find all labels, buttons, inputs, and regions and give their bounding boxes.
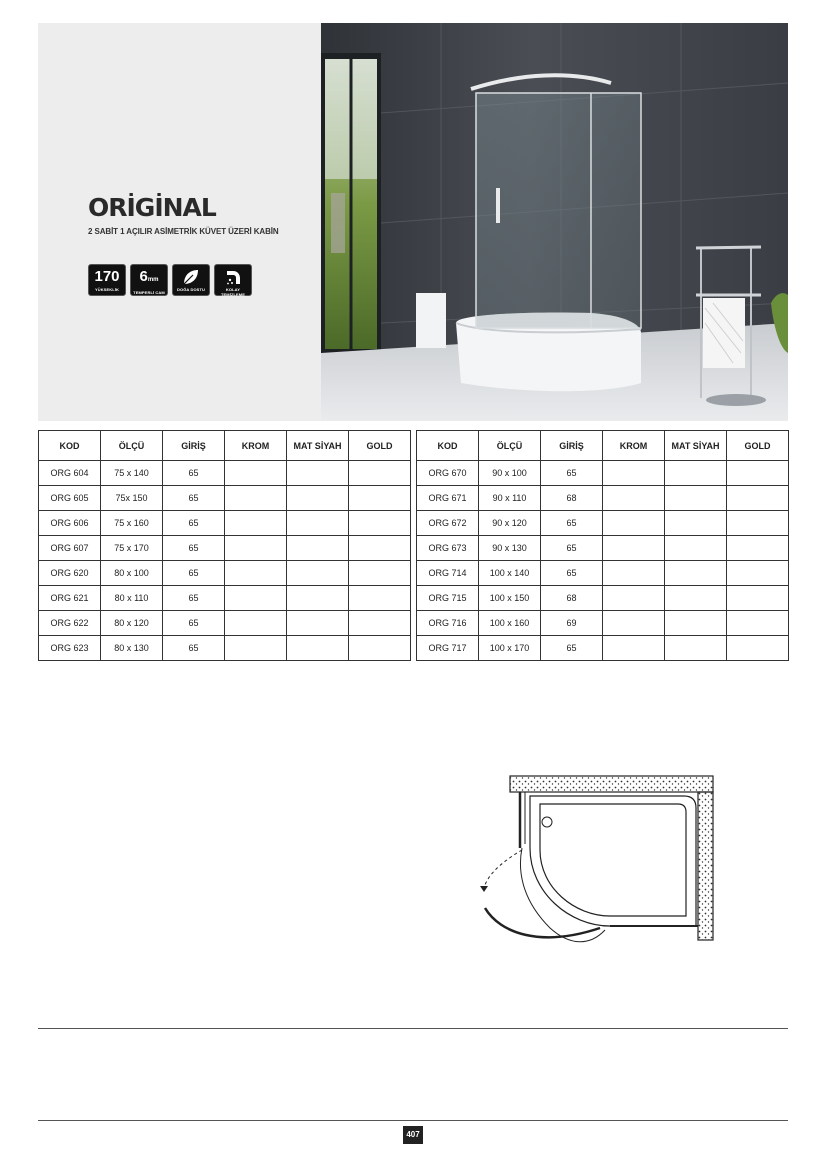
cell-krom (225, 636, 287, 661)
table-row (417, 536, 789, 561)
cell-kod: ORG 605 (39, 486, 101, 511)
cell-olcu: 90 x 110 (479, 486, 541, 511)
cell-olcu: 80 x 110 (101, 586, 163, 611)
table-row (417, 636, 789, 661)
cell-olcu: 90 x 130 (479, 536, 541, 561)
badge-eco (172, 264, 210, 296)
badge-height-label: YÜKSEKLİK (94, 287, 119, 292)
cell-mat-siyah (287, 536, 349, 561)
cell-krom (225, 586, 287, 611)
table-header-row (39, 431, 411, 461)
cell-gold (349, 561, 411, 586)
cell-gold (727, 561, 789, 586)
table-row (417, 511, 789, 536)
table-row (39, 486, 411, 511)
cell-krom (225, 486, 287, 511)
cell-kod: ORG 673 (417, 536, 479, 561)
badge-glass-number: 6 (139, 268, 148, 285)
cell-kod: ORG 622 (39, 611, 101, 636)
product-subtitle: 2 SABİT 1 AÇILIR ASİMETRİK KÜVET ÜZERİ KABİN (88, 227, 279, 236)
cell-mat-siyah (665, 511, 727, 536)
badge-glass (130, 264, 168, 296)
cell-mat-siyah (665, 611, 727, 636)
header-kod: KOD (39, 431, 101, 461)
divider-line (38, 1028, 788, 1029)
cell-krom (603, 486, 665, 511)
cell-krom (603, 611, 665, 636)
cell-olcu: 80 x 100 (101, 561, 163, 586)
cell-kod: ORG 672 (417, 511, 479, 536)
cell-olcu: 80 x 130 (101, 636, 163, 661)
cell-olcu: 80 x 120 (101, 611, 163, 636)
cell-gold (727, 536, 789, 561)
cell-giris: 65 (163, 461, 225, 486)
cell-kod: ORG 607 (39, 536, 101, 561)
cell-gold (727, 636, 789, 661)
floor-plan-diagram (470, 768, 720, 958)
cell-kod: ORG 620 (39, 561, 101, 586)
table-row (417, 586, 789, 611)
cell-giris: 65 (163, 511, 225, 536)
table-row (417, 486, 789, 511)
cell-olcu: 100 x 150 (479, 586, 541, 611)
eco-leaf-icon (181, 268, 201, 287)
cell-gold (727, 511, 789, 536)
cell-giris: 65 (541, 536, 603, 561)
cell-giris: 68 (541, 486, 603, 511)
badge-height (88, 264, 126, 296)
table-header-row (417, 431, 789, 461)
cell-mat-siyah (287, 511, 349, 536)
cell-gold (727, 461, 789, 486)
cell-kod: ORG 670 (417, 461, 479, 486)
header-gold: GOLD (349, 431, 411, 461)
badge-height-value: 170 (94, 268, 120, 285)
product-title: ORİGİNAL (88, 193, 216, 222)
cell-krom (603, 586, 665, 611)
table-row (39, 511, 411, 536)
badge-clean-label: KOLAY TEMİZLEME (220, 287, 245, 297)
cell-kod: ORG 623 (39, 636, 101, 661)
cell-gold (349, 586, 411, 611)
cell-mat-siyah (665, 461, 727, 486)
cell-mat-siyah (665, 636, 727, 661)
cell-kod: ORG 715 (417, 586, 479, 611)
cell-gold (727, 486, 789, 511)
cell-krom (225, 561, 287, 586)
cell-olcu: 90 x 120 (479, 511, 541, 536)
cell-kod: ORG 606 (39, 511, 101, 536)
cell-olcu: 75 x 170 (101, 536, 163, 561)
cell-krom (225, 511, 287, 536)
header-mat-siyah: MAT SİYAH (665, 431, 727, 461)
cell-mat-siyah (665, 486, 727, 511)
cell-mat-siyah (287, 461, 349, 486)
cell-mat-siyah (665, 561, 727, 586)
cell-olcu: 75 x 140 (101, 461, 163, 486)
table-row (417, 561, 789, 586)
header-olcu: ÖLÇÜ (101, 431, 163, 461)
cell-gold (349, 461, 411, 486)
cell-olcu: 75x 150 (101, 486, 163, 511)
cell-kod: ORG 714 (417, 561, 479, 586)
cell-gold (349, 486, 411, 511)
table-row (417, 611, 789, 636)
header-krom: KROM (603, 431, 665, 461)
cell-mat-siyah (287, 636, 349, 661)
cell-giris: 68 (541, 586, 603, 611)
header-olcu: ÖLÇÜ (479, 431, 541, 461)
badge-glass-value (131, 267, 167, 290)
cell-krom (603, 636, 665, 661)
spec-table-left (38, 430, 411, 661)
cell-giris: 65 (541, 461, 603, 486)
badge-eco-label: DOĞA DOSTU (177, 287, 205, 292)
cell-gold (727, 586, 789, 611)
easy-clean-icon (223, 268, 243, 287)
cell-olcu: 100 x 160 (479, 611, 541, 636)
cell-krom (603, 511, 665, 536)
cell-olcu: 75 x 160 (101, 511, 163, 536)
cell-kod: ORG 671 (417, 486, 479, 511)
spec-table-right (416, 430, 789, 661)
header-mat-siyah: MAT SİYAH (287, 431, 349, 461)
product-photo (321, 23, 788, 421)
cell-mat-siyah (287, 486, 349, 511)
table-row (39, 561, 411, 586)
cell-gold (727, 611, 789, 636)
cell-giris: 65 (163, 586, 225, 611)
table-row (417, 461, 789, 486)
cell-krom (225, 611, 287, 636)
table-row (39, 611, 411, 636)
page-number: 407 (403, 1126, 423, 1144)
cell-kod: ORG 604 (39, 461, 101, 486)
cell-krom (225, 536, 287, 561)
cell-giris: 65 (541, 561, 603, 586)
cell-kod: ORG 717 (417, 636, 479, 661)
cell-giris: 69 (541, 611, 603, 636)
cell-mat-siyah (665, 586, 727, 611)
cell-giris: 65 (163, 561, 225, 586)
cell-gold (349, 611, 411, 636)
badge-glass-label: TEMPERLİ CAM (133, 290, 165, 295)
cell-mat-siyah (665, 536, 727, 561)
header-giris: GİRİŞ (163, 431, 225, 461)
cell-gold (349, 511, 411, 536)
header-gold: GOLD (727, 431, 789, 461)
cell-kod: ORG 621 (39, 586, 101, 611)
table-row (39, 536, 411, 561)
cell-mat-siyah (287, 586, 349, 611)
cell-krom (603, 536, 665, 561)
cell-giris: 65 (541, 636, 603, 661)
cell-giris: 65 (163, 536, 225, 561)
cell-mat-siyah (287, 611, 349, 636)
cell-giris: 65 (163, 611, 225, 636)
cell-gold (349, 636, 411, 661)
hero-text-panel (38, 23, 321, 421)
badge-glass-unit: mm (147, 277, 159, 283)
cell-giris: 65 (163, 636, 225, 661)
cell-mat-siyah (287, 561, 349, 586)
cell-gold (349, 536, 411, 561)
cell-olcu: 90 x 100 (479, 461, 541, 486)
table-row (39, 586, 411, 611)
cell-krom (603, 561, 665, 586)
header-krom: KROM (225, 431, 287, 461)
cell-olcu: 100 x 140 (479, 561, 541, 586)
cell-krom (225, 461, 287, 486)
header-kod: KOD (417, 431, 479, 461)
cell-krom (603, 461, 665, 486)
table-row (39, 461, 411, 486)
footer-line (38, 1120, 788, 1121)
header-giris: GİRİŞ (541, 431, 603, 461)
table-row (39, 636, 411, 661)
cell-giris: 65 (163, 486, 225, 511)
cell-olcu: 100 x 170 (479, 636, 541, 661)
badge-clean (214, 264, 252, 296)
cell-kod: ORG 716 (417, 611, 479, 636)
cell-giris: 65 (541, 511, 603, 536)
